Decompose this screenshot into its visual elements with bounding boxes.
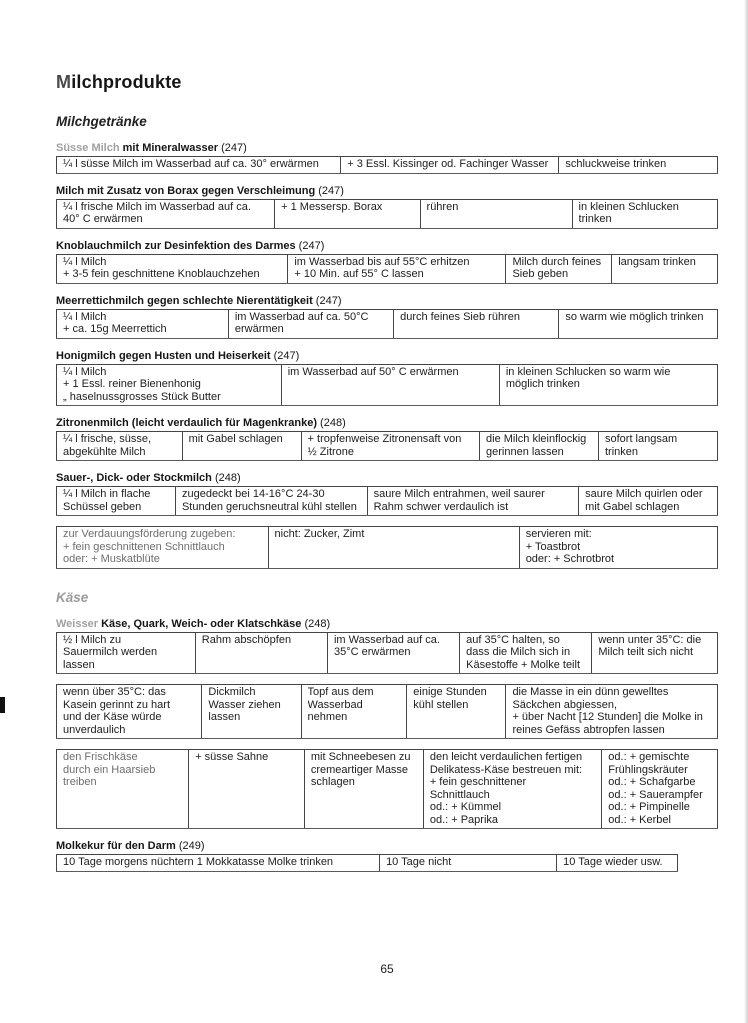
cell-line: Milch durch feines xyxy=(512,255,602,268)
recipe-table xyxy=(56,199,718,229)
table-cell xyxy=(557,855,678,872)
table-cell xyxy=(57,750,189,829)
recipe-title xyxy=(56,618,718,630)
cell-line: ¼ l frische, süsse, xyxy=(63,433,152,445)
table-cell xyxy=(228,309,393,338)
cell-line: + 1 Messersp. Borax xyxy=(281,200,383,213)
table-cell xyxy=(499,364,717,406)
cell-line: + 10 Min. auf 55° C lassen xyxy=(294,268,424,280)
recipe-table xyxy=(56,526,718,569)
recipe-title xyxy=(56,185,718,197)
table-cell xyxy=(592,632,718,674)
cell-line: lassen xyxy=(208,711,241,723)
cell-line: erwärmen xyxy=(234,323,284,335)
table-cell xyxy=(301,432,479,461)
table-cell xyxy=(460,632,592,674)
cell-line: ½ l Milch zu xyxy=(63,633,122,646)
recipe-honigmilch xyxy=(56,350,718,407)
cell-line: auf 35°C halten, so xyxy=(466,633,560,646)
recipe-title-segment: Süsse Milch xyxy=(56,142,123,154)
table-cell xyxy=(506,254,612,283)
table-cell xyxy=(57,632,196,674)
cell-line: od.: + Schafgarbe xyxy=(608,776,696,788)
cell-line: od.: + Kerbel xyxy=(608,813,671,826)
recipe-table xyxy=(56,749,718,829)
cell-line: + 3-5 fein geschnittene Knoblauchzehen xyxy=(63,268,260,280)
cell-line: in kleinen Schlucken xyxy=(578,200,679,213)
cell-line: rühren xyxy=(426,200,459,213)
cell-line: Rahm schwer verdaulich ist xyxy=(373,500,509,513)
cell-line: Kasein gerinnt zu hart xyxy=(63,698,171,711)
table-cell xyxy=(327,632,459,674)
cell-line: unverdaulich xyxy=(63,723,126,736)
table-cell xyxy=(268,527,519,569)
recipe-title-segment: (247) xyxy=(218,142,247,154)
table-cell xyxy=(304,750,423,829)
cell-line: treiben xyxy=(63,776,97,788)
recipe-table xyxy=(56,854,678,872)
table-cell xyxy=(57,527,269,569)
table-cell xyxy=(57,855,380,872)
table-row xyxy=(57,527,718,569)
recipe-table xyxy=(56,431,718,461)
recipe-title-segment: (247) xyxy=(315,184,344,197)
recipe-title xyxy=(56,240,718,252)
recipe-title xyxy=(56,840,718,852)
cell-line: reines Gefäss abtropfen lassen xyxy=(512,723,665,736)
cell-line: den Frischkäse xyxy=(63,751,138,763)
table-cell xyxy=(572,199,717,228)
recipe-title-segment: Zitronenmilch (leicht verdaulich für Magenkranke) xyxy=(56,417,317,429)
table-cell xyxy=(57,157,341,174)
table-cell xyxy=(519,527,717,569)
recipe-title xyxy=(56,472,718,484)
table-cell xyxy=(281,364,499,406)
cell-line: schlagen xyxy=(310,776,355,788)
cell-line: od.: + Sauerampfer xyxy=(608,788,703,801)
cell-line: nicht: Zucker, Zimt xyxy=(274,528,365,540)
table-cell xyxy=(559,157,718,174)
table-cell xyxy=(367,487,579,516)
cell-line: durch feines Sieb rühren xyxy=(400,310,520,323)
cell-line: ½ Zitrone xyxy=(307,445,355,458)
table-row xyxy=(57,432,718,461)
cell-line: od.: + Kümmel xyxy=(429,801,502,813)
table-cell xyxy=(195,632,327,674)
cell-line: die Milch kleinflockig xyxy=(486,433,587,445)
cell-line: im Wasserbad auf ca. xyxy=(333,633,440,646)
recipe-title-segment: Meerrettichmilch gegen schlechte Nierentätigkeit xyxy=(56,294,313,307)
recipe-title-segment: Käse, Quark, Weich- oder Klatschkäse xyxy=(101,617,302,630)
group-heading: Milchgetränke xyxy=(56,114,147,129)
cell-line: + tropfenweise Zitronensaft von xyxy=(307,433,462,445)
recipe-title-segment: mit Mineralwasser xyxy=(122,142,219,154)
table-cell xyxy=(420,199,572,228)
cell-line: Käsestoffe + Molke teilt xyxy=(466,658,581,671)
table-cell xyxy=(182,432,301,461)
recipe-table xyxy=(56,684,718,739)
cell-line: Milch teilt sich nicht xyxy=(598,646,694,658)
cell-line: im Wasserbad auf 50° C erwärmen xyxy=(287,365,459,378)
cell-line: gerinnen lassen xyxy=(486,445,564,458)
table-cell xyxy=(341,157,559,174)
recipe-title-segment: (249) xyxy=(175,840,205,852)
cell-line: einige Stunden xyxy=(413,686,487,698)
recipe-table xyxy=(56,364,718,407)
table-cell xyxy=(57,432,183,461)
cell-line: langsam trinken xyxy=(618,255,696,268)
cell-line: wenn über 35°C: das xyxy=(63,686,166,698)
table-row xyxy=(57,364,718,406)
cell-line: + 1 Essl. reiner Bienenhonig xyxy=(63,378,201,390)
page-title: Milchprodukte xyxy=(56,72,182,92)
table-cell xyxy=(423,750,601,829)
scan-edge-shadow xyxy=(744,0,748,1023)
cell-line: od.: + Pimpinelle xyxy=(608,801,690,813)
recipe-milch-mit-borax xyxy=(56,185,718,229)
table-cell xyxy=(598,432,717,461)
table-cell xyxy=(57,364,282,406)
cell-line: im Wasserbad auf ca. 50°C xyxy=(234,310,369,323)
cell-line: so warm wie möglich trinken xyxy=(565,310,704,323)
recipe-knoblauchmilch xyxy=(56,240,718,284)
table-cell xyxy=(189,750,305,829)
cell-line: Wasserbad xyxy=(307,698,363,711)
cell-line: und der Käse würde xyxy=(63,711,162,723)
recipe-molkekur xyxy=(56,840,718,872)
cell-line: ¼ l Milch xyxy=(63,310,107,323)
table-cell xyxy=(394,309,559,338)
cell-line: Rahm abschöpfen xyxy=(201,633,292,646)
cell-line: + 3 Essl. Kissinger od. Fachinger Wasser xyxy=(347,158,549,170)
cell-line: 40° C erwärmen xyxy=(63,213,143,225)
recipe-weisser-kaese-quark xyxy=(56,618,718,830)
cell-line: 10 Tage wieder usw. xyxy=(563,856,663,868)
page-content xyxy=(56,0,718,883)
cell-line: wenn unter 35°C: die xyxy=(598,633,702,646)
cell-line: Stunden geruchsneutral kühl stellen xyxy=(181,500,357,513)
table-cell xyxy=(480,432,599,461)
cell-line: im Wasserbad bis auf 55°C erhitzen xyxy=(294,255,470,268)
cell-line: servieren mit: xyxy=(525,528,592,540)
table-cell xyxy=(175,487,367,516)
cell-line: abgekühlte Milch xyxy=(63,445,146,458)
recipe-sauer-dick-stockmilch xyxy=(56,472,718,569)
cell-line: Säckchen abgiessen, xyxy=(512,698,618,711)
cell-line: Dickmilch xyxy=(208,686,256,698)
group-heading: Käse xyxy=(56,589,89,605)
cell-line: + süsse Sahne xyxy=(195,751,269,763)
cell-line: od.: + gemischte xyxy=(608,751,690,763)
table-cell xyxy=(579,487,718,516)
cell-line: sofort langsam xyxy=(604,433,678,445)
table-row xyxy=(57,632,718,674)
cell-line: ¼ l süsse Milch im Wasserbad auf ca. 30° erwärmen xyxy=(63,158,319,170)
recipe-title-segment: (247) xyxy=(270,349,300,362)
recipe-groups xyxy=(56,114,718,872)
recipe-table xyxy=(56,632,718,675)
table-cell xyxy=(301,685,407,739)
cell-line: ¼ l Milch xyxy=(63,365,107,378)
cell-line: + fein geschnittener xyxy=(429,776,527,788)
cell-line: Topf aus dem xyxy=(307,686,374,698)
table-row xyxy=(57,487,718,516)
recipe-title-segment: (247) xyxy=(312,294,342,307)
cell-line: Sauermilch werden xyxy=(63,646,158,658)
recipe-title-segment: Knoblauchmilch zur Desinfektion des Darmes xyxy=(56,239,296,252)
cell-line: mit Gabel schlagen xyxy=(188,433,283,445)
cell-line: Schnittlauch xyxy=(429,788,490,801)
table-cell xyxy=(506,685,718,739)
recipe-table xyxy=(56,254,718,284)
recipe-title xyxy=(56,350,718,362)
cell-line: in kleinen Schlucken so warm wie xyxy=(505,365,671,378)
table-row xyxy=(57,254,718,283)
recipe-title xyxy=(56,417,718,429)
cell-line: Delikatess-Käse bestreuen mit: xyxy=(429,763,583,776)
cell-line: die Masse in ein dünn gewelltes xyxy=(512,686,669,698)
table-row xyxy=(57,750,718,829)
recipe-table xyxy=(56,486,718,516)
recipe-title-segment: Molkekur für den Darm xyxy=(56,840,176,852)
cell-line: + ca. 15g Meerrettich xyxy=(63,323,167,335)
cell-line: kühl stellen xyxy=(413,698,469,711)
cell-line: od.: + Paprika xyxy=(429,813,499,826)
cell-line: „ haselnussgrosses Stück Butter xyxy=(63,390,221,403)
table-row xyxy=(57,157,718,174)
cell-line: + über Nacht [12 Stunden] die Molke in xyxy=(512,711,703,723)
table-cell xyxy=(602,750,718,829)
recipe-title-segment: (248) xyxy=(317,417,346,429)
table-row xyxy=(57,309,718,338)
table-cell xyxy=(57,199,275,228)
table-cell xyxy=(288,254,506,283)
cell-line: ¼ l Milch in flache xyxy=(63,488,151,500)
cell-line: Sieb geben xyxy=(512,268,569,280)
cell-line: zur Verdauungsförderung zugeben: xyxy=(63,528,236,540)
cell-line: dass die Milch sich in xyxy=(466,646,571,658)
page-number: 65 xyxy=(380,962,394,976)
cell-line: saure Milch entrahmen, weil saurer xyxy=(373,488,545,500)
cell-line: 35°C erwärmen xyxy=(333,646,411,658)
table-cell xyxy=(57,685,202,739)
cell-line: zugedeckt bei 14-16°C 24-30 xyxy=(181,488,325,500)
recipe-title-segment: (248) xyxy=(211,472,241,484)
table-cell xyxy=(407,685,506,739)
cell-line: schluckweise trinken xyxy=(565,158,667,170)
table-cell xyxy=(559,309,718,338)
recipe-title-segment: Weisser xyxy=(56,617,102,630)
table-row xyxy=(57,199,718,228)
cell-line: + fein geschnittenen Schnittlauch xyxy=(63,540,225,553)
recipe-title-segment: (247) xyxy=(295,239,325,252)
table-cell xyxy=(57,254,288,283)
cell-line: trinken xyxy=(578,213,612,225)
cell-line: cremeartiger Masse xyxy=(310,763,409,776)
recipe-title-segment: Honigmilch gegen Husten und Heiserkeit xyxy=(56,349,271,362)
table-cell xyxy=(275,199,420,228)
scan-artifact-mark xyxy=(0,697,5,713)
cell-line: ¼ l frische Milch im Wasserbad auf ca. xyxy=(63,200,251,213)
cell-line: mit Schneebesen zu xyxy=(310,751,411,763)
recipe-table xyxy=(56,156,718,174)
cell-line: Wasser ziehen xyxy=(208,698,281,711)
cell-line: + Toastbrot xyxy=(525,540,581,553)
recipe-title xyxy=(56,295,718,307)
recipe-title-segment: Milch mit Zusatz von Borax gegen Verschleimung xyxy=(56,184,316,197)
table-cell xyxy=(202,685,301,739)
cell-line: Frühlingskräuter xyxy=(608,763,688,776)
cell-line: oder: + Muskatblüte xyxy=(63,553,160,565)
cell-line: nehmen xyxy=(307,711,348,723)
cell-line: den leicht verdaulichen fertigen xyxy=(429,751,583,763)
recipe-meerrettichmilch xyxy=(56,295,718,339)
recipe-zitronenmilch xyxy=(56,417,718,461)
cell-line: ¼ l Milch xyxy=(63,255,107,268)
cell-line: trinken xyxy=(604,445,639,458)
cell-line: durch ein Haarsieb xyxy=(63,763,156,776)
recipe-title-segment: (248) xyxy=(301,617,331,630)
cell-line: mit Gabel schlagen xyxy=(585,500,680,513)
table-cell xyxy=(57,309,229,338)
table-cell xyxy=(380,855,557,872)
table-cell xyxy=(612,254,718,283)
table-cell xyxy=(57,487,176,516)
recipe-title-segment: Sauer-, Dick- oder Stockmilch xyxy=(56,472,212,484)
cell-line: 10 Tage morgens nüchtern 1 Mokkatasse Molke trinken xyxy=(63,856,334,868)
recipe-table xyxy=(56,309,718,339)
cell-line: saure Milch quirlen oder xyxy=(585,488,703,500)
cell-line: Schüssel geben xyxy=(63,500,142,513)
cell-line: lassen xyxy=(63,658,95,671)
recipe-suesse-milch-mit-mineralwasser xyxy=(56,142,718,174)
table-row xyxy=(57,685,718,739)
cell-line: 10 Tage nicht xyxy=(386,856,452,868)
recipe-title xyxy=(56,142,718,154)
cell-line: oder: + Schrotbrot xyxy=(525,553,615,565)
cell-line: möglich trinken xyxy=(505,378,580,390)
table-row xyxy=(57,855,678,872)
